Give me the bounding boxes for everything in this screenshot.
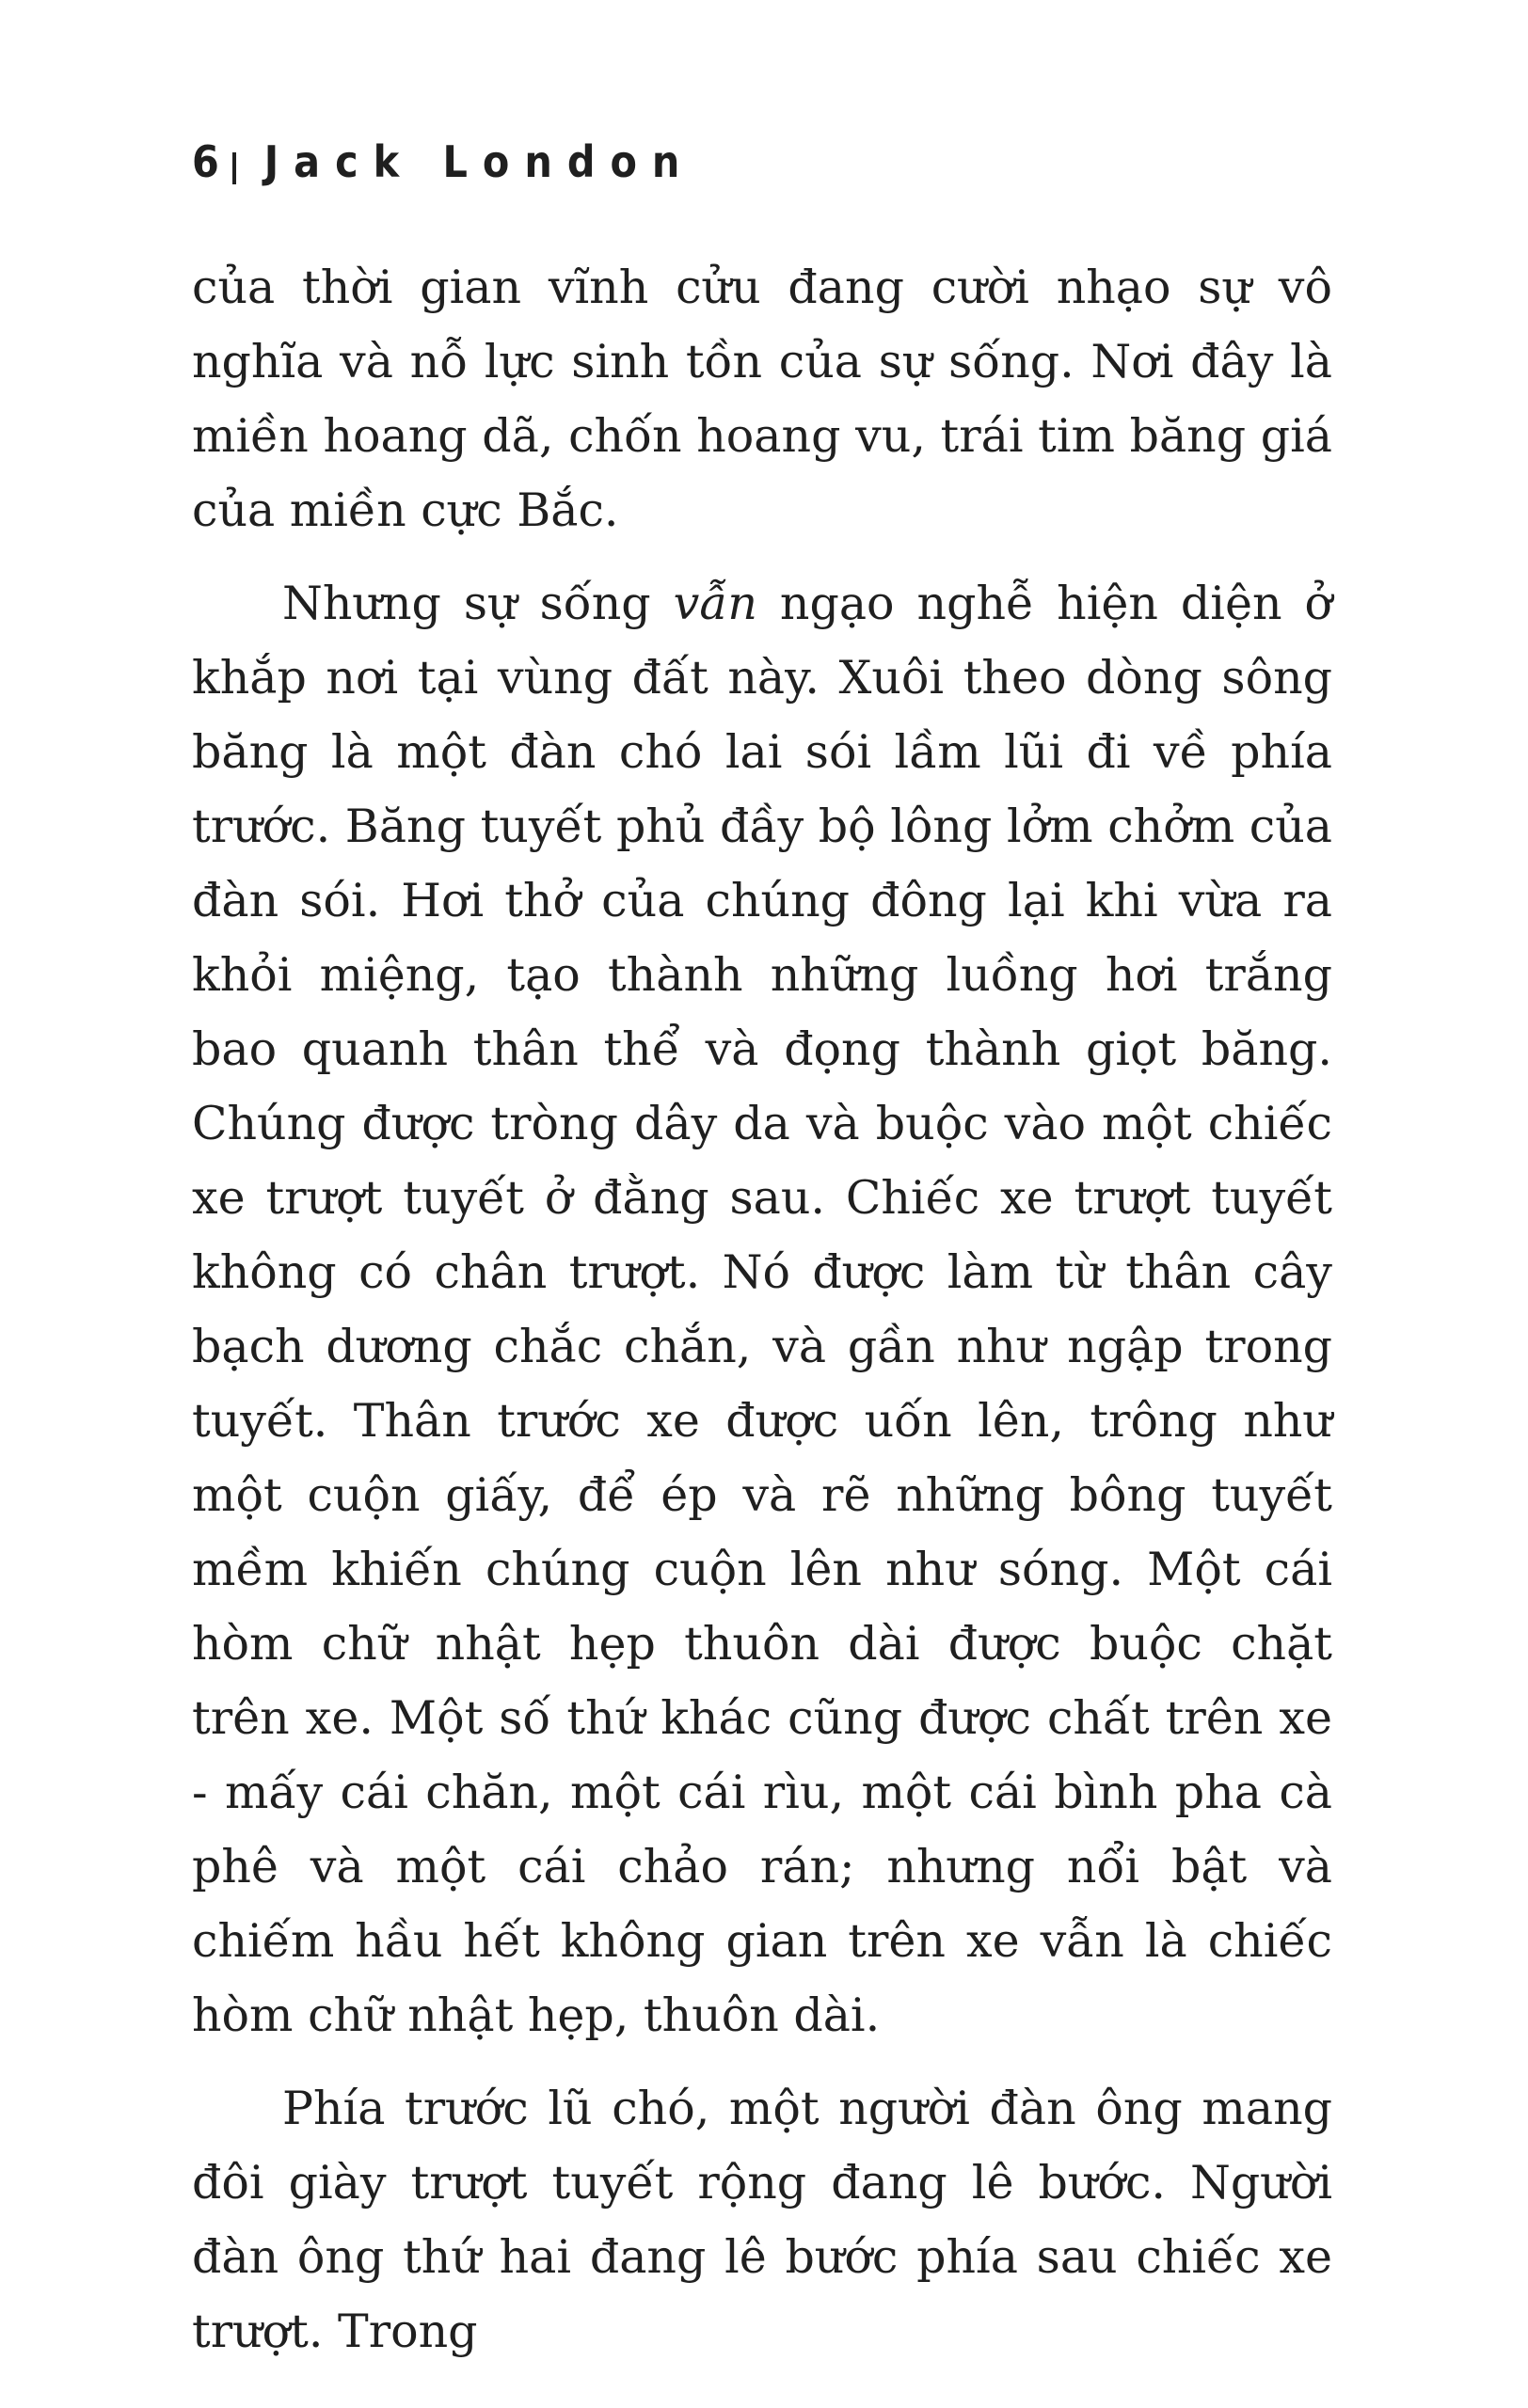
header-divider — [232, 152, 236, 184]
paragraph-2-start: Nhưng sự sống — [282, 577, 674, 630]
paragraph-1: của thời gian vĩnh cửu đang cười nhạo sự vô nghĩa và nỗ lực sinh tồn của sự sống. Nơi đây là miền hoang dã, chốn hoang vu, trái tim băng giá của miền cực Bắc. — [192, 261, 1332, 537]
paragraph-2-italic-word: vẫn — [673, 577, 757, 630]
paragraph-2 — [192, 566, 1332, 2052]
page-number: 6 — [192, 136, 219, 187]
body-text — [192, 250, 1332, 2368]
running-header — [192, 136, 695, 187]
paragraph-3: Phía trước lũ chó, một người đàn ông mang đôi giày trượt tuyết rộng đang lê bước. Người đàn ông thứ hai đang lê bước phía sau chiếc xe trượt. Trong — [192, 2082, 1332, 2358]
paragraph-2-rest: ngạo nghễ hiện diện ở khắp nơi tại vùng đất này. Xuôi theo dòng sông băng là một đàn chó lai sói lầm lũi đi về phía trước. Băng tuyết phủ đầy bộ lông lởm chởm của đàn sói. Hơi thở của chúng đông lại khi vừa ra khỏi miệng, tạo thành những luồng hơi trắng bao quanh thân thể và đọng thành giọt băng. Chúng được tròng dây da và buộc vào một chiếc xe trượt tuyết ở đằng sau. Chiếc xe trượt tuyết không có chân trượt. Nó được làm từ thân cây bạch dương chắc chắn, và gần như ngập trong tuyết. Thân trước xe được uốn lên, trông như một cuộn giấy, để ép và rẽ những bông tuyết mềm khiến chúng cuộn lên như sóng. Một cái hòm chữ nhật hẹp thuôn dài được buộc chặt trên xe. Một số thứ khác cũng được chất trên xe - mấy cái chăn, một cái rìu, một cái bình pha cà phê và một cái chảo rán; nhưng nổi bật và chiếm hầu hết không gian trên xe vẫn là chiếc hòm chữ nhật hẹp, thuôn dài. — [192, 577, 1332, 2042]
author-name: Jack London — [263, 136, 695, 187]
